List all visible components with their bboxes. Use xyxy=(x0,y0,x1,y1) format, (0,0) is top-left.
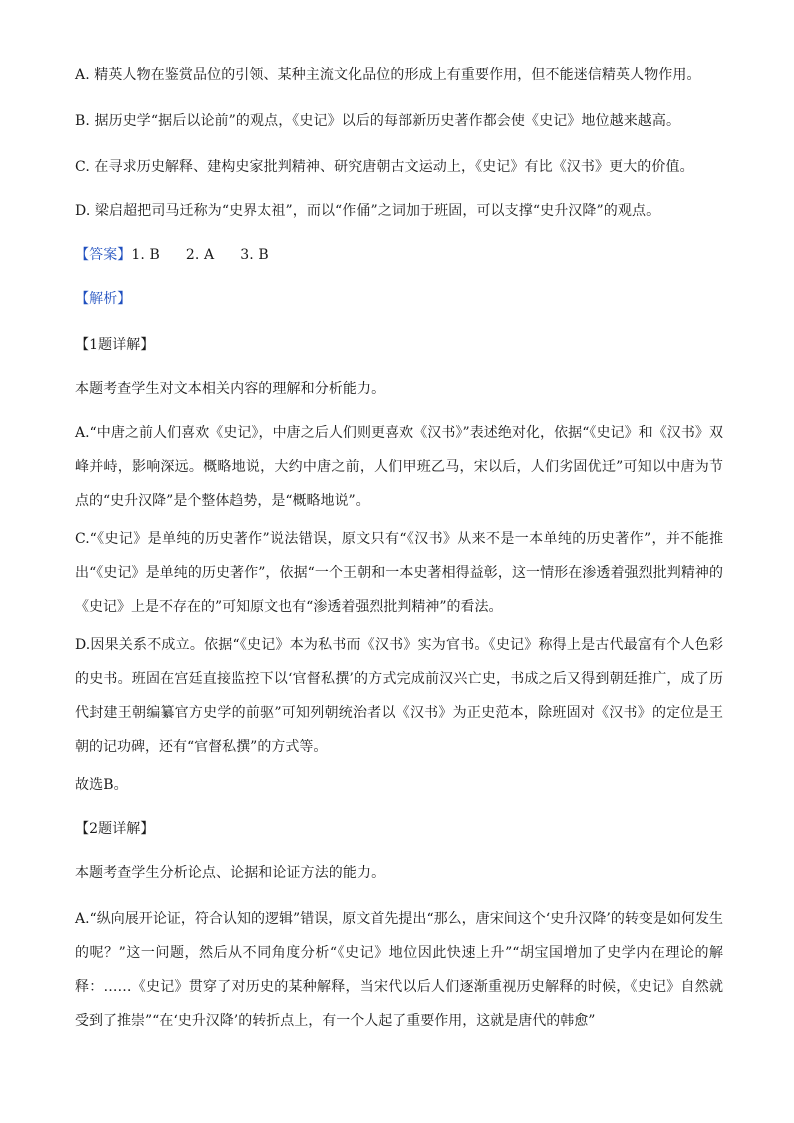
option-a: A. 精英人物在鉴赏品位的引领、某种主流文化品位的形成上有重要作用，但不能迷信精英人物作用。 xyxy=(75,67,701,83)
answer-label: 【答案】 xyxy=(75,247,132,263)
q1-intro: 本题考查学生对文本相关内容的理解和分析能力。 xyxy=(75,381,386,397)
answer-line xyxy=(75,244,734,266)
option-b: B. 据历史学“据后以论前”的观点，《史记》以后的每部新历史著作都会使《史记》地位越来越高。 xyxy=(75,113,681,129)
answer-item-2: 2. A xyxy=(185,247,215,263)
option-c: C. 在寻求历史解释、建构史家批判精神、研究唐朝古文运动上，《史记》有比《汉书》更大的价值。 xyxy=(75,159,694,175)
q1-header: 【1题详解】 xyxy=(75,337,155,353)
q1-analysis-d: D.因果关系不成立。依据“《史记》本为私书而《汉书》实为官书。《史记》称得上是古代最富有个人色彩的史书。班固在宫廷直接监控下以‘官督私撰’的方式完成前汉兴亡史，书成之后又得到朝廷推广，成了历代封建王朝编纂官方史学的前驱”可知列朝统治者以《汉书》为正史范本，除班固对《汉书》的定位是王朝的记功碑，还有“官督私撰”的方式等。 xyxy=(75,637,723,755)
option-d: D. 梁启超把司马迁称为“史界太祖”，而以“作俑”之词加于班固，可以支撑“史升汉降”的观点。 xyxy=(75,203,661,219)
q2-intro: 本题考查学生分析论点、论据和论证方法的能力。 xyxy=(75,865,386,881)
q1-analysis-a: A.“中唐之前人们喜欢《史记》，中唐之后人们则更喜欢《汉书》”表述绝对化，依据“《史记》和《汉书》双峰并峙，影响深远。概略地说，大约中唐之前，人们甲班乙马，宋以后，人们劣固优迁”可知以中唐为节点的“史升汉降”是个整体趋势，是“概略地说”。 xyxy=(75,425,723,509)
q1-conclusion: 故选B。 xyxy=(75,777,128,793)
analysis-label: 【解析】 xyxy=(75,291,132,307)
answer-item-3: 3. B xyxy=(240,247,269,263)
answer-item-1: 1. B xyxy=(131,247,160,263)
q1-analysis-c: C.“《史记》是单纯的历史著作”说法错误，原文只有“《汉书》从来不是一本单纯的历史著作”，并不能推出“《史记》是单纯的历史著作”，依据“一个王朝和一本史著相得益彰，这一情形在渗透着强烈批判精神的《史记》上是不存在的”可知原文也有“渗透着强烈批判精神”的看法。 xyxy=(75,531,723,615)
q2-analysis-a: A.“纵向展开论证，符合认知的逻辑”错误，原文首先提出“那么，唐宋间这个‘史升汉降’的转变是如何发生的呢？”这一问题，然后从不同角度分析“《史记》地位因此快速上升”“胡宝国增加了史学内在理论的解释：……《史记》贯穿了对历史的某种解释，当宋代以后人们逐渐重视历史解释的时候，《史记》自然就受到了推崇”“在‘史升汉降’的转折点上，有一个人起了重要作用，这就是唐代的韩愈” xyxy=(75,911,723,1029)
q2-header: 【2题详解】 xyxy=(75,821,155,837)
